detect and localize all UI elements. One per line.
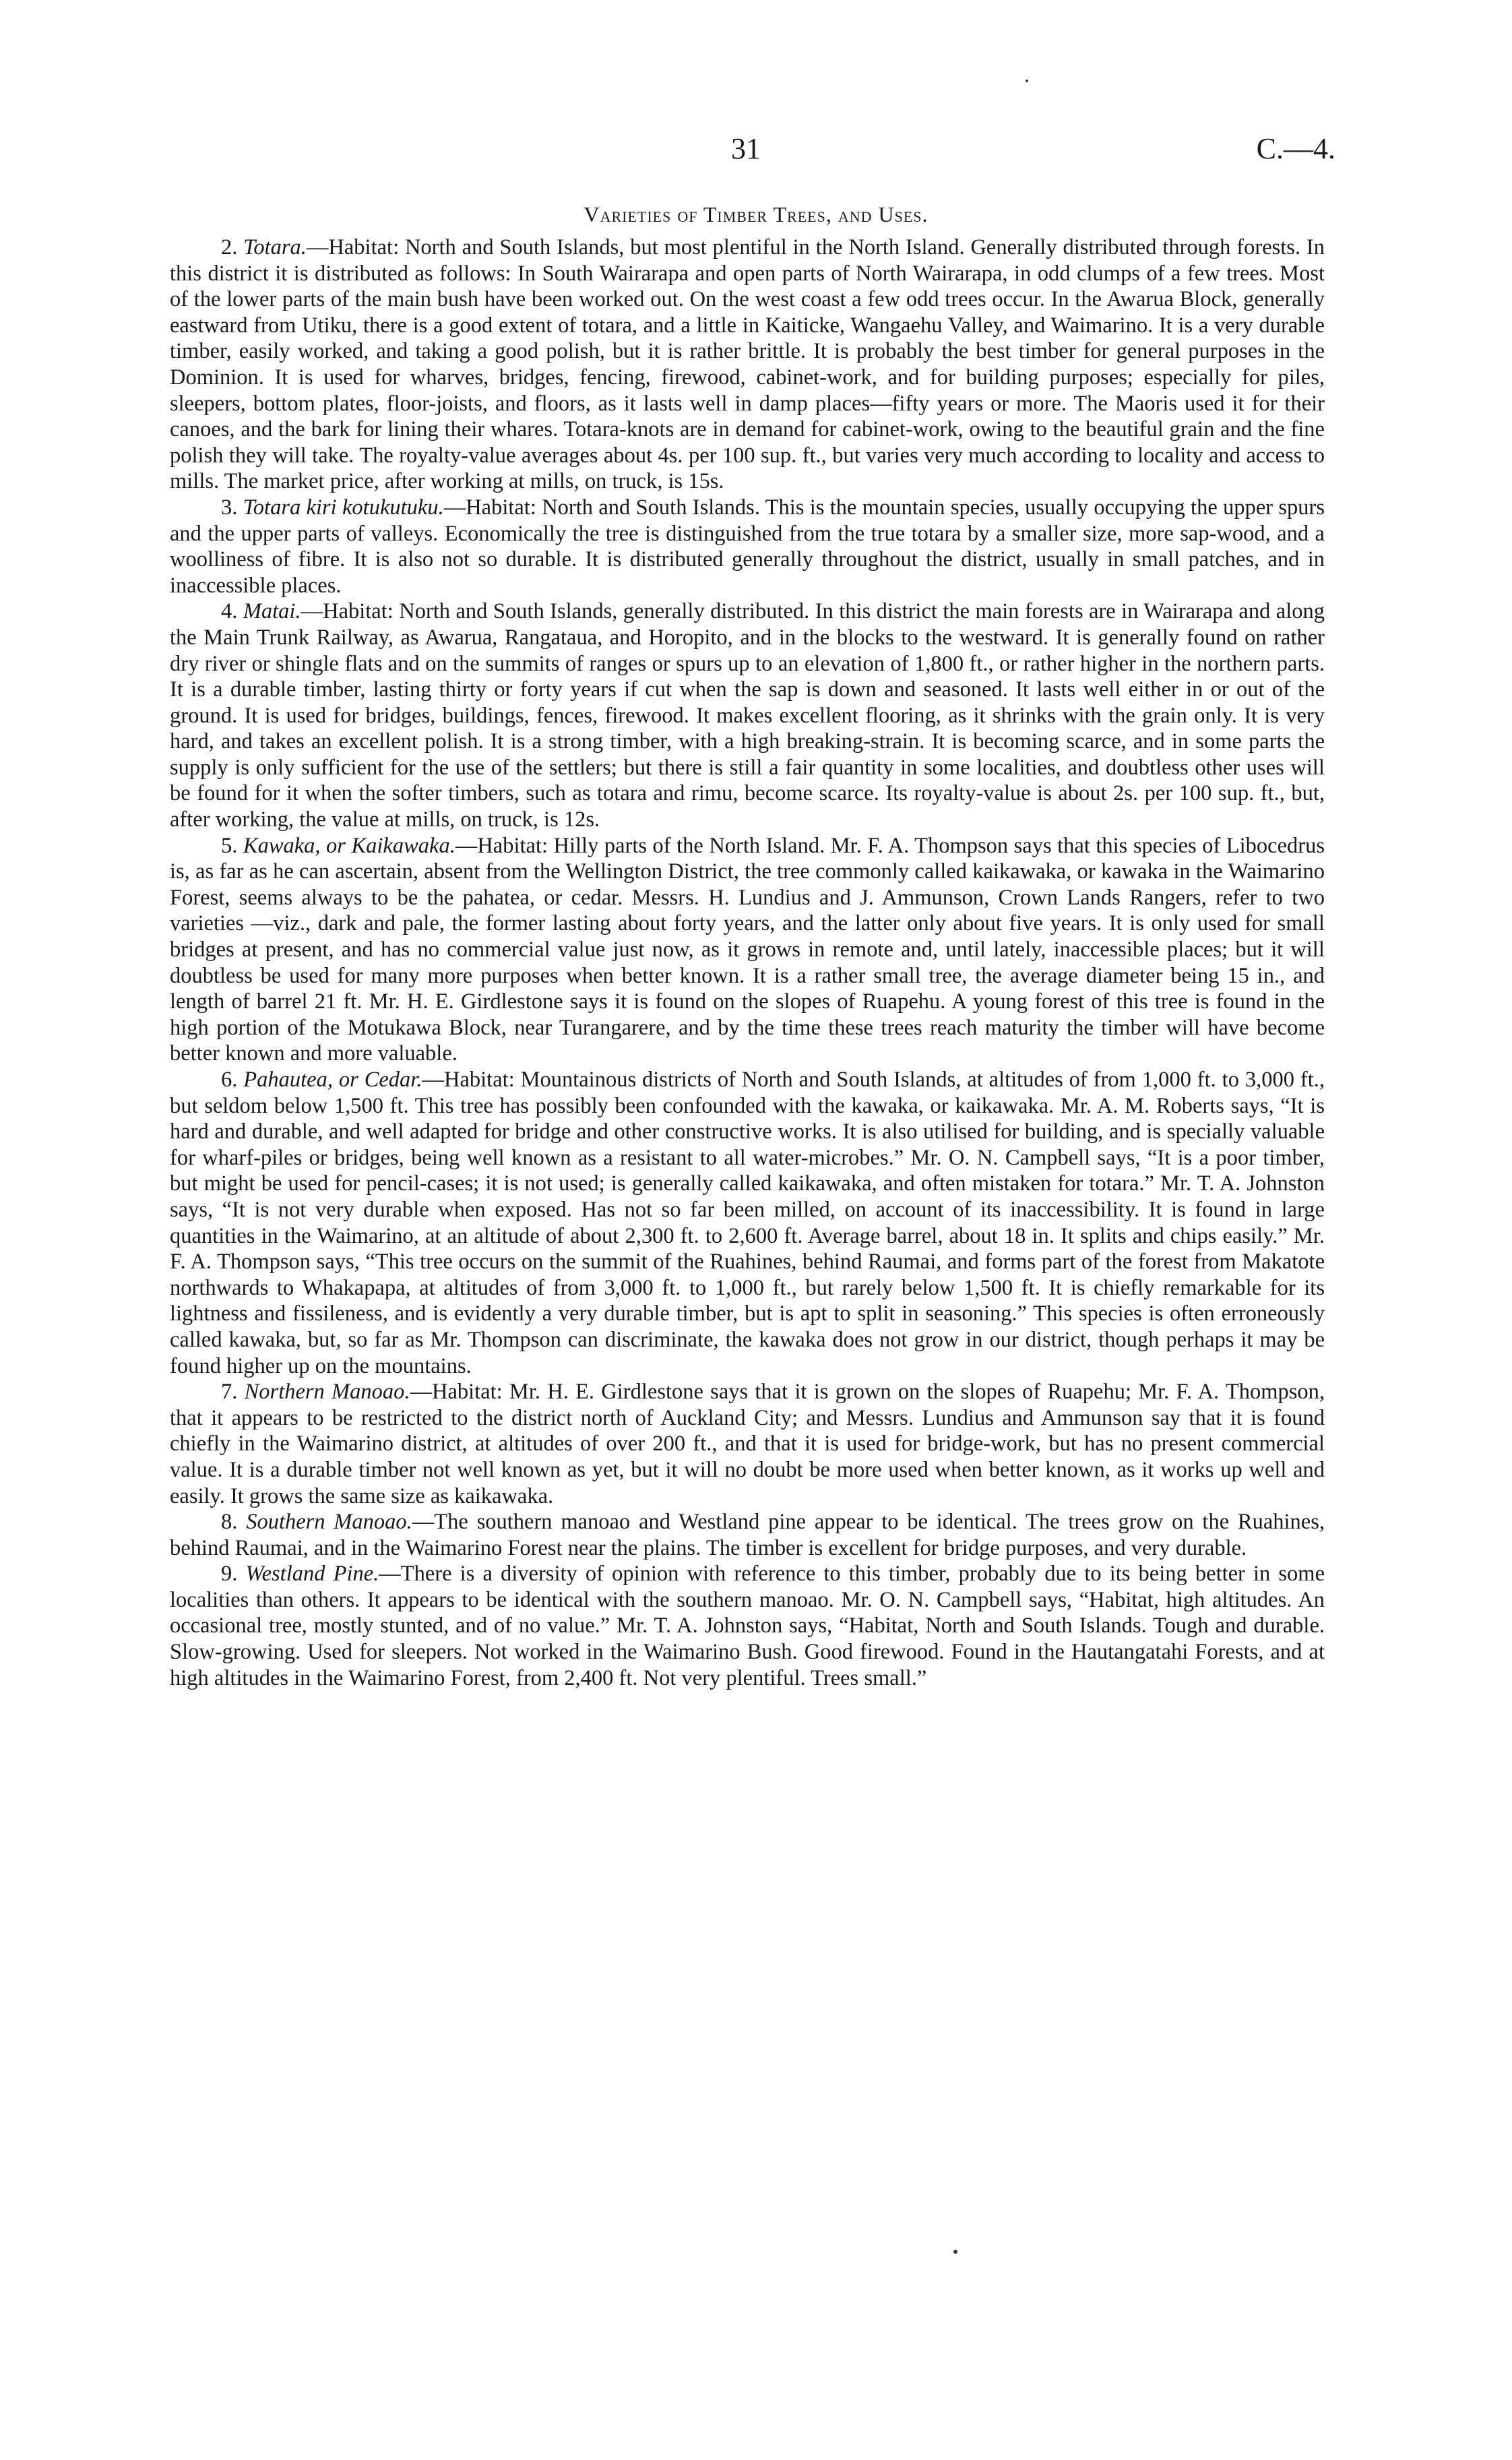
- paragraph-kawaka: [170, 833, 1325, 1067]
- item-number: 2.: [221, 235, 238, 259]
- item-number: 8.: [221, 1510, 238, 1535]
- item-name: Totara kiri kotukutuku.: [243, 495, 444, 520]
- item-number: 3.: [221, 495, 238, 520]
- item-number: 6.: [221, 1068, 238, 1092]
- item-name: Totara.: [243, 235, 307, 259]
- item-text: —There is a diversity of opinion with reference to this timber, probably due to its being better in some localities than others. It appears to be identical with the southern manoao. Mr. O. N. Campbell says, “Habitat, high altitudes. An occasional tree, mostly stunted, and of no value.” Mr. T. A. Johnston says, “Habitat, North and South Islands. Tough and durable. Slow-growing. Used for sleepers. Not worked in the Waimarino Bush. Good firewood. Found in the Hautangatahi Forests, and at high altitudes in the Waimarino Forest, from 2,400 ft. Not very plentiful. Trees small.”: [170, 1562, 1325, 1690]
- item-number: 7.: [221, 1380, 238, 1405]
- paragraph-totara: [170, 235, 1325, 495]
- document-code: C.—4.: [1256, 132, 1335, 165]
- item-name: Westland Pine.: [245, 1562, 379, 1587]
- item-text: —Habitat: North and South Islands. This is the mountain species, usually occupying the upper spurs and the upper parts of valleys. Economically the tree is distinguished from the true totara by a smaller size, more sap-wood, and a woolliness of fibre. It is also not so durable. It is distributed generally throughout the district, usually in small patches, and in inaccessible places.: [170, 495, 1325, 598]
- item-number: 9.: [221, 1562, 238, 1587]
- paragraph-northern-manoao: [170, 1379, 1325, 1509]
- item-text: —The southern manoao and Westland pine appear to be identical. The trees grow on the Ruahines, behind Raumai, and in the Waimarino Forest near the plains. The timber is excellent for bridge purposes, and very durable.: [170, 1510, 1325, 1560]
- page-number: 31: [731, 132, 761, 165]
- section-title: Varieties of Timber Trees, and Uses.: [584, 202, 928, 226]
- item-text: —Habitat: North and South Islands, but most plentiful in the North Island. Generally distributed through forests. In this district it is distributed as follows: In South Wairarapa and open parts of North Wairarapa, in odd clumps of a few trees. Most of the lower parts of the main bush have been worked out. On the west coast a few odd trees occur. In the Awarua Block, generally eastward from Utiku, there is a good extent of totara, and a little in Kaiticke, Wangaehu Valley, and Waimarino. It is a very durable timber, easily worked, and taking a good polish, but it is rather brittle. It is probably the best timber for general purposes in the Dominion. It is used for wharves, bridges, fencing, firewood, cabinet-work, and for building purposes; especially for piles, sleepers, bottom plates, floor-joists, and floors, as it lasts well in damp places—fifty years or more. The Maoris used it for their canoes, and the bark for lining their whares. Totara-knots are in demand for cabinet-work, owing to the beautiful grain and the fine polish they will take. The royalty-value averages about 4s. per 100 sup. ft., but varies very much according to locality and access to mills. The market price, after working at mills, on truck, is 15s.: [170, 235, 1325, 494]
- paragraph-pahautea: [170, 1067, 1325, 1379]
- paragraph-matai: [170, 598, 1325, 832]
- item-text: —Habitat: Mountainous districts of North and South Islands, at altitudes of from 1,000 ft. to 3,000 ft., but seldom below 1,500 ft. This tree has possibly been confounded with the kawaka, or kaikawaka. Mr. A. M. Roberts says, “It is hard and durable, and well adapted for bridge and other constructive works. It is also utilised for building, and is specially valuable for wharf-piles or bridges, being well known as a resistant to all water-microbes.” Mr. O. N. Campbell says, “It is a poor timber, but might be used for pencil-cases; it is not used; is generally called kaikawaka, and often mistaken for totara.” Mr. T. A. Johnston says, “It is not very durable when exposed. Has not so far been milled, on account of its inaccessibility. It is found in large quantities in the Waimarino, at an altitude of about 2,300 ft. to 2,600 ft. Average barrel, about 18 in. It splits and chips easily.” Mr. F. A. Thompson says, “This tree occurs on the summit of the Ruahines, behind Raumai, and forms part of the forest from Makatote northwards to Whakapapa, at altitudes of from 3,000 ft. to 1,000 ft., but rarely below 1,500 ft. It is chiefly remarkable for its lightness and fissileness, and is evidently a very durable timber, but is apt to split in seasoning.” This species is often erroneously called kawaka, but, so far as Mr. Thompson can discriminate, the kawaka does not grow in our district, though perhaps it may be found higher up on the mountains.: [170, 1068, 1325, 1378]
- item-name: Northern Manoao.: [244, 1380, 410, 1405]
- body-text: [170, 235, 1325, 1691]
- item-name: Matai.: [243, 599, 301, 624]
- paragraph-westland-pine: [170, 1561, 1325, 1691]
- item-text: —Habitat: Mr. H. E. Girdlestone says that it is grown on the slopes of Ruapehu; Mr. F. A. Thompson, that it appears to be restricted to the district north of Auckland City; and Messrs. Lundius and Ammunson say that it is found chiefly in the Waimarino district, at altitudes of over 200 ft., and that it is used for bridge-work, but has no present commercial value. It is a durable timber not well known as yet, but it will no doubt be more used when better known, as it works up well and easily. It grows the same size as kaikawaka.: [170, 1380, 1325, 1508]
- item-name: Southern Manoao.: [246, 1510, 412, 1535]
- item-name: Kawaka, or Kaikawaka.: [243, 833, 455, 858]
- paragraph-totara-kiri-kotukutuku: [170, 495, 1325, 598]
- item-number: 5.: [221, 833, 238, 858]
- item-text: —Habitat: North and South Islands, generally distributed. In this district the main forests are in Wairarapa and along the Main Trunk Railway, as Awarua, Rangataua, and Horopito, and in the blocks to the westward. It is generally found on rather dry river or shingle flats and on the summits of ranges or spurs up to an elevation of 1,800 ft., or rather higher in the northern parts. It is a durable timber, lasting thirty or forty years if cut when the sap is down and seasoned. It lasts well either in or out of the ground. It is used for bridges, buildings, fences, firewood. It makes excellent flooring, as it shrinks with the grain only. It is very hard, and takes an excellent polish. It is a strong timber, with a high breaking-strain. It is becoming scarce, and in some parts the supply is only sufficient for the use of the settlers; but there is still a fair quantity in some localities, and doubtless other uses will be found for it when the softer timbers, such as totara and rimu, become scarce. Its royalty-value is about 2s. per 100 sup. ft., but, after working, the value at mills, on truck, is 12s.: [170, 599, 1325, 832]
- paragraph-southern-manoao: [170, 1509, 1325, 1561]
- print-speck: [953, 2250, 957, 2254]
- page-header: [0, 131, 1512, 172]
- item-number: 4.: [221, 599, 238, 624]
- item-text: —Habitat: Hilly parts of the North Island. Mr. F. A. Thompson says that this species of Libocedrus is, as far as he can ascertain, absent from the Wellington District, the tree commonly called kaikawaka, or kawaka in the Waimarino Forest, seems always to be the pahatea, or cedar. Messrs. H. Lundius and J. Ammunson, Crown Lands Rangers, refer to two varieties —viz., dark and pale, the former lasting about forty years, and the latter only about five years. It is only used for small bridges at present, and has no commercial value just now, as it grows in remote and, until lately, inaccessible places; but it will doubtless be used for many more purposes when better known. It is a rather small tree, the average diameter being 15 in., and length of barrel 21 ft. Mr. H. E. Girdlestone says it is found on the slopes of Ruapehu. A young forest of this tree is found in the high portion of the Motukawa Block, near Turangarere, and by the time these trees reach maturity the timber will have become better known and more valuable.: [170, 833, 1325, 1066]
- print-speck: [1026, 80, 1028, 82]
- item-name: Pahautea, or Cedar.: [243, 1068, 422, 1092]
